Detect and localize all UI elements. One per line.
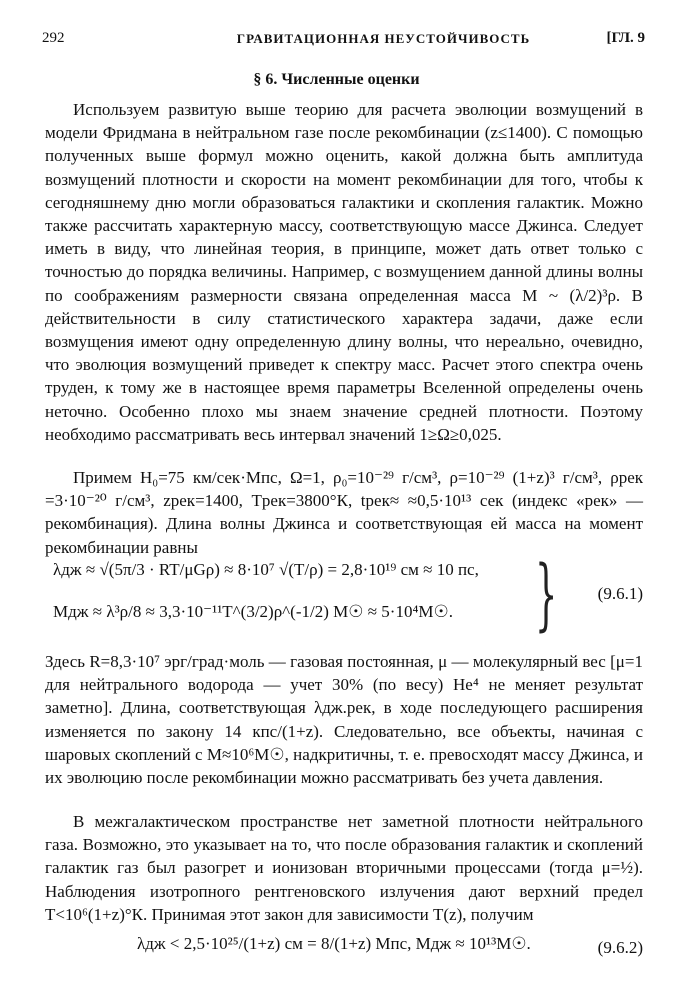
equation-9-6-1 — [45, 550, 643, 640]
equation-9-6-2 — [45, 932, 643, 972]
equation-jeans-length: λдж ≈ √(5π/3 · RT/μGρ) ≈ 8·10⁷ √(T/ρ) = 2,8·10¹⁹ см ≈ 10 пс, — [53, 560, 479, 579]
page-number: 292 — [42, 30, 65, 46]
paragraph-2-text: Примем H₀=75 км/сек·Мпс, Ω=1, ρ₀=10⁻²⁹ г/см³, ρ=10⁻²⁹ (1+z)³ г/см³, ρрек =3·10⁻²⁰ г/см³, zрек=1400, Tрек=3800°К, tрек≈ ≈0,5·10¹³ сек (индекс «рек» — рекомбинация). Длина волны Джинса и соответствующая ей масса на момент рекомбинации равны — [45, 468, 643, 557]
paragraph-1 — [45, 98, 643, 446]
paragraph-1-text: Используем развитую выше теорию для расчета эволюции возмущений в модели Фридмана в нейтральном газе после рекомбинации (z≤1400). С помощью полученных выше формул можно оценить, какой должна быть амплитуда возмущений плотности и скорости на момент рекомбинации для того, чтобы к сегодняшнему дню могли образоваться галактики и скопления галактик. Можно также рассчитать характерную массу, соответствующую массе Джинса. Следует иметь в виду, что линейная теория, в принципе, может дать ответ только с точностью до порядка величины. Например, с возмущением данной длины волны по соображениям размерности связана определенная масса M ~ (λ/2)³ρ. В действительности в силу статистического характера задачи, даже если возмущения имеют одну определенную длину волны, что нереально, очевидно, что эволюция возмущений приведет к спектру масс. Расчет этого спектра очень труден, к тому же в настоящее время параметры Вселенной определены очень неточно. Особенно плохо мы знаем значение средней плотности. Поэтому необходимо рассматривать весь интервал значений 1≥Ω≥0,025. — [45, 100, 643, 444]
equation-jeans-mass: Mдж ≈ λ³ρ/8 ≈ 3,3·10⁻¹¹T^(3/2)ρ^(-1/2) M☉ ≈ 5·10⁴M☉. — [53, 602, 453, 621]
equation-number: (9.6.2) — [597, 938, 643, 957]
chapter-label: [ГЛ. 9 — [606, 30, 645, 46]
running-title: ГРАВИТАЦИОННАЯ НЕУСТОЙЧИВОСТЬ — [236, 31, 531, 46]
section-title: § 6. Численные оценки — [253, 71, 420, 88]
equation-jeans-length-bound: λдж < 2,5·10²⁵/(1+z) см = 8/(1+z) Мпс, Mдж ≈ 10¹³M☉. — [137, 934, 531, 953]
paragraph-4-text: В межгалактическом пространстве нет заметной плотности нейтрального газа. Возможно, это указывает на то, что после образования галактик и скоплений галактик газ был разогрет и ионизован вторичными процессами (тогда μ=½). Наблюдения изотропного рентгеновского излучения дают верхний предел T<10⁶(1+z)°К. Принимая этот закон для зависимости T(z), получим — [45, 812, 643, 924]
paragraph-3-text: Здесь R=8,3·10⁷ эрг/град·моль — газовая постоянная, μ — молекулярный вес [μ=1 для нейтрального водорода — учет 30% (по весу) He⁴ не меняет результат заметно]. Длина, соответствующая λдж.рек, в ходе последующего расширения изменяется по закону 14 кпс/(1+z). Следовательно, все объекты, начиная с шаровых скоплений с M≈10⁶M☉, надкритичны, т. е. превосходят массу Джинса, и их эволюцию после рекомбинации можно рассматривать без учета давления. — [45, 652, 643, 788]
paragraph-4 — [45, 810, 643, 926]
equation-number: (9.6.1) — [597, 584, 643, 603]
paragraph-3 — [45, 650, 643, 789]
right-brace-icon: } — [535, 550, 558, 640]
running-header — [42, 30, 645, 52]
paragraph-2 — [45, 466, 643, 559]
